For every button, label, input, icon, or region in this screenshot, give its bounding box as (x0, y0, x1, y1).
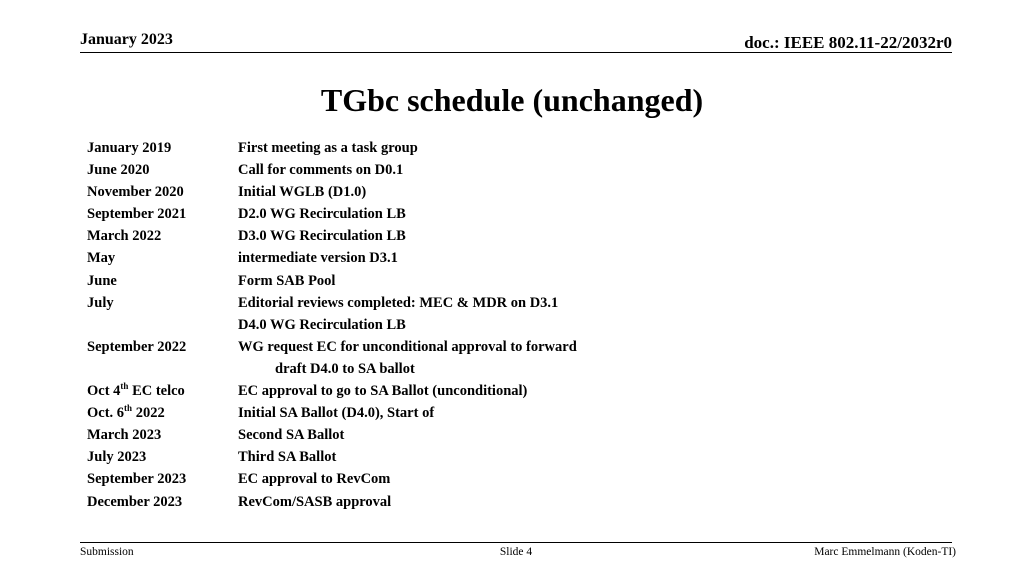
schedule-date (87, 402, 238, 424)
schedule-event: EC approval to go to SA Ballot (unconditional) (238, 383, 528, 400)
footer-author: Marc Emmelmann (Koden-TI) (814, 546, 956, 558)
slide-title: TGbc schedule (unchanged) (320, 82, 704, 118)
schedule-date (87, 380, 238, 402)
schedule-event: intermediate version D3.1 (238, 250, 398, 267)
schedule-event: Third SA Ballot (238, 449, 337, 466)
schedule-date: June 2020 (87, 162, 150, 179)
footer-slide-number: Slide 4 (499, 546, 533, 558)
schedule-event: Call for comments on D0.1 (238, 162, 404, 179)
schedule-event: EC approval to RevCom (238, 471, 391, 488)
schedule-row (87, 402, 707, 424)
schedule-row (87, 159, 707, 181)
schedule-row (87, 491, 707, 513)
schedule-event: First meeting as a task group (238, 140, 418, 156)
schedule-date-superscript: th (124, 403, 133, 414)
schedule-row (87, 270, 707, 292)
schedule-row (87, 181, 707, 203)
schedule-event: D2.0 WG Recirculation LB (238, 206, 406, 223)
schedule-date: January 2019 (87, 140, 172, 156)
schedule-row (87, 424, 707, 446)
schedule-event: Second SA Ballot (238, 427, 345, 444)
schedule-event: Initial WGLB (D1.0) (238, 184, 367, 201)
schedule-date-superscript: th (120, 381, 129, 392)
schedule-date: September 2022 (87, 338, 187, 355)
schedule-date: July 2023 (87, 449, 147, 466)
header-doc-id: doc.: IEEE 802.11-22/2032r0 (744, 33, 952, 52)
schedule-event: Form SAB Pool (238, 272, 336, 289)
header-divider (80, 52, 952, 53)
schedule-date-part: Oct. 6 (87, 405, 125, 422)
schedule-row (87, 446, 707, 468)
schedule-list (87, 137, 707, 513)
schedule-row (87, 247, 707, 269)
schedule-date: June (87, 272, 117, 289)
schedule-date: May (87, 250, 116, 267)
schedule-date: March 2023 (87, 427, 162, 444)
schedule-date: September 2023 (87, 471, 187, 488)
schedule-date-part: Oct 4 (87, 383, 121, 400)
schedule-event: Initial SA Ballot (D4.0), Start of (238, 405, 435, 422)
schedule-row (87, 336, 707, 358)
schedule-row (87, 358, 707, 380)
schedule-date (87, 358, 238, 380)
schedule-event: RevCom/SASB approval (238, 493, 392, 510)
schedule-date: November 2020 (87, 184, 184, 201)
schedule-event: WG request EC for unconditional approval to forward (238, 338, 577, 355)
schedule-event: Editorial reviews completed: MEC & MDR on D3.1 (238, 294, 559, 311)
schedule-row (87, 225, 707, 247)
schedule-event: D3.0 WG Recirculation LB (238, 228, 406, 245)
schedule-date-part: 2022 (132, 405, 165, 422)
schedule-row (87, 314, 707, 336)
schedule-row (87, 292, 707, 314)
footer-submission: Submission (80, 546, 134, 558)
schedule-date: September 2021 (87, 206, 187, 223)
schedule-date: July (87, 294, 114, 311)
schedule-row (87, 380, 707, 402)
schedule-row (87, 203, 707, 225)
schedule-date-part: EC telco (128, 383, 185, 400)
footer-divider (80, 542, 952, 543)
schedule-date: March 2022 (87, 228, 162, 245)
schedule-event: D4.0 WG Recirculation LB (238, 316, 406, 333)
schedule-event: draft D4.0 to SA ballot (275, 360, 415, 377)
schedule-row (87, 468, 707, 490)
schedule-date: December 2023 (87, 493, 183, 510)
header-date: January 2023 (80, 31, 173, 48)
schedule-row (87, 137, 707, 159)
schedule-date (87, 314, 238, 336)
